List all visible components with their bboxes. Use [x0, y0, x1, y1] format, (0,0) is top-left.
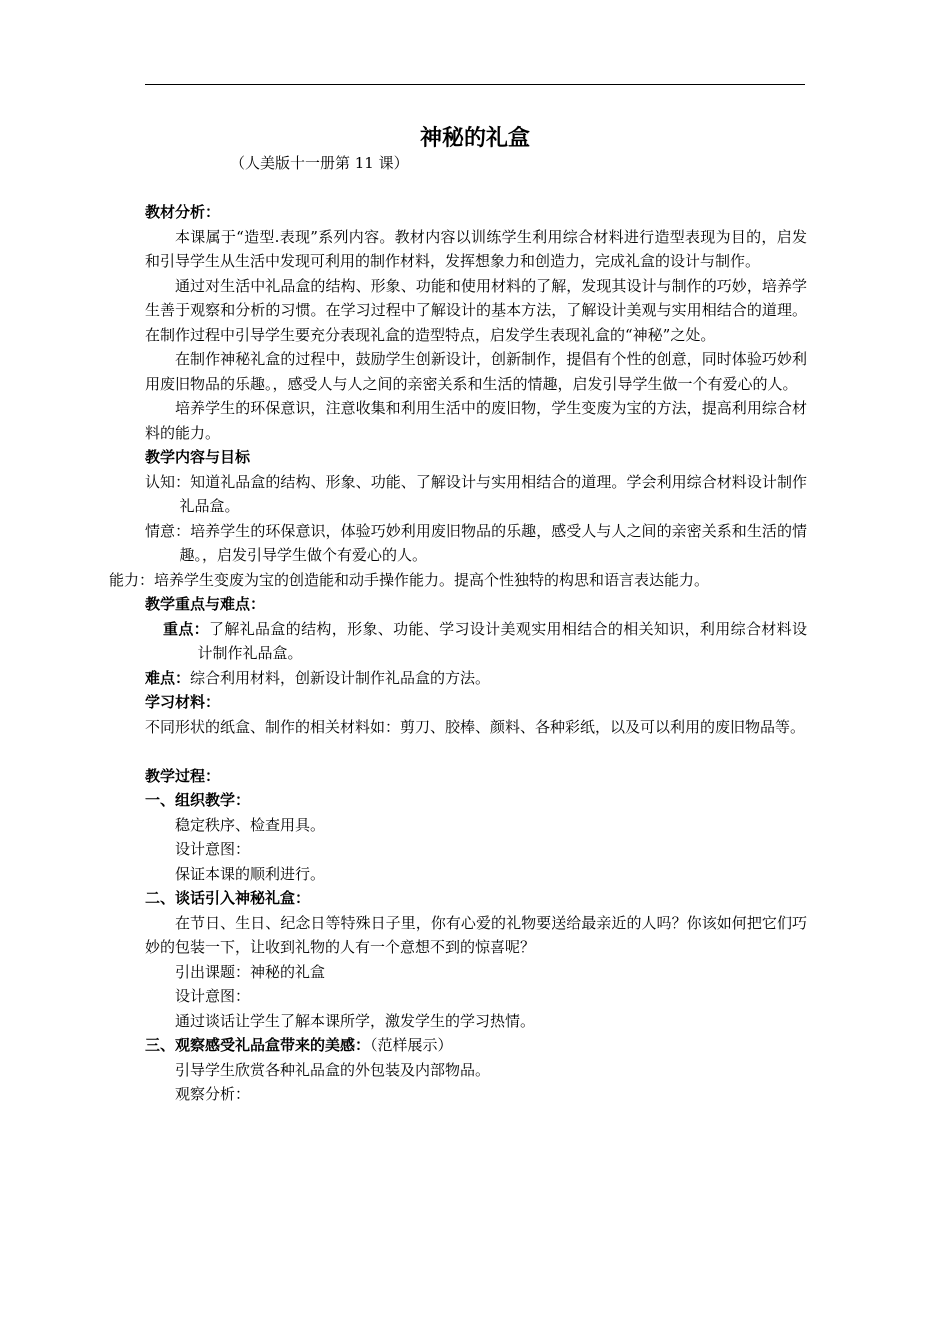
- step-heading-3-line: [145, 1033, 807, 1058]
- section-heading-materials: 学习材料：: [145, 693, 221, 711]
- difficult-point: [145, 666, 807, 691]
- goal-ability: 能力：培养学生变废为宝的创造能和动手操作能力。提高个性独特的构思和语言表达能力。: [109, 570, 710, 589]
- section-heading-key-points: 教学重点与难点：: [145, 595, 266, 613]
- key-point: [145, 617, 807, 666]
- paragraph: 通过对生活中礼品盒的结构、形象、功能和使用材料的了解，发现其设计与制作的巧妙，培养学生善于观察和分析的习惯。在学习过程中了解设计的基本方法，了解设计美观与实用相结合的道理。在制作过程中引导学生要充分表现礼盒的造型特点，启发学生表现礼盒的“神秘”之处。: [145, 276, 807, 344]
- step-3-note: （范样展示）: [370, 1036, 453, 1054]
- step-paragraph: 在节日、生日、纪念日等特殊日子里，你有心爱的礼物要送给最亲近的人吗？你该如何把它们巧妙的包装一下，让收到礼物的人有一个意想不到的惊喜呢？: [145, 913, 807, 956]
- paragraph: 在制作神秘礼盒的过程中，鼓励学生创新设计，创新制作，提倡有个性的创意，同时体验巧妙利用废旧物品的乐趣。，感受人与人之间的亲密关系和生活的情趣，启发引导学生做一个有爱心的人。: [145, 350, 807, 393]
- goal-emotion: 情意：培养学生的环保意识，体验巧妙利用废旧物品的乐趣，感受人与人之间的亲密关系和生活的情趣。，启发引导学生做个有爱心的人。: [145, 521, 807, 564]
- step-line: 引出课题：神秘的礼盒: [175, 962, 326, 981]
- document-subtitle: （人美版十一册第 11 课）: [230, 154, 409, 172]
- key-point-text: 了解礼品盒的结构，形象、功能、学习设计美观实用相结合的相关知识，利用综合材料设计制作礼品盒。: [197, 619, 807, 662]
- step-line: 通过谈话让学生了解本课所学，激发学生的学习热情。: [175, 1011, 536, 1030]
- step-heading-2: 二、谈话引入神秘礼盒：: [145, 889, 311, 907]
- paragraph: 培养学生的环保意识，注意收集和利用生活中的废旧物，学生变废为宝的方法，提高利用综合材料的能力。: [145, 399, 807, 442]
- step-heading-3: 三、观察感受礼品盒带来的美感：: [145, 1036, 371, 1054]
- materials-text: 不同形状的纸盒、制作的相关材料如：剪刀、胶棒、颜料、各种彩纸，以及可以利用的废旧物品等。: [145, 717, 806, 736]
- step-line: 设计意图：: [175, 840, 251, 858]
- document-body: [109, 200, 807, 1107]
- step-line: 设计意图：: [175, 987, 251, 1005]
- step-line: 引导学生欣赏各种礼品盒的外包装及内部物品。: [175, 1060, 491, 1079]
- section-heading-process: 教学过程：: [145, 766, 221, 785]
- step-heading-1: 一、组织教学：: [145, 791, 251, 809]
- document-title: 神秘的礼盒: [419, 125, 530, 151]
- section-heading-content-goals: 教学内容与目标: [145, 448, 251, 466]
- blank-line: [145, 739, 807, 764]
- goal-cognition: 认知：知道礼品盒的结构、形象、功能、了解设计与实用相结合的道理。学会利用综合材料设计制作礼品盒。: [145, 472, 807, 515]
- header-rule: [145, 84, 805, 85]
- section-heading-material-analysis: 教材分析：: [145, 203, 221, 221]
- key-point-label: 重点：: [163, 619, 210, 638]
- step-line: 稳定秩序、检查用具。: [175, 815, 326, 834]
- step-line: 保证本课的顺利进行。: [175, 864, 326, 883]
- step-line: 观察分析：: [175, 1085, 251, 1103]
- difficult-point-label: 难点：: [145, 668, 191, 687]
- paragraph: 本课属于“造型.表现”系列内容。教材内容以训练学生利用综合材料进行造型表现为目的，启发和引导学生从生活中发现可利用的制作材料，发挥想象力和创造力，完成礼盒的设计与制作。: [145, 227, 807, 270]
- difficult-point-text: 综合利用材料，创新设计制作礼品盒的方法。: [190, 668, 491, 687]
